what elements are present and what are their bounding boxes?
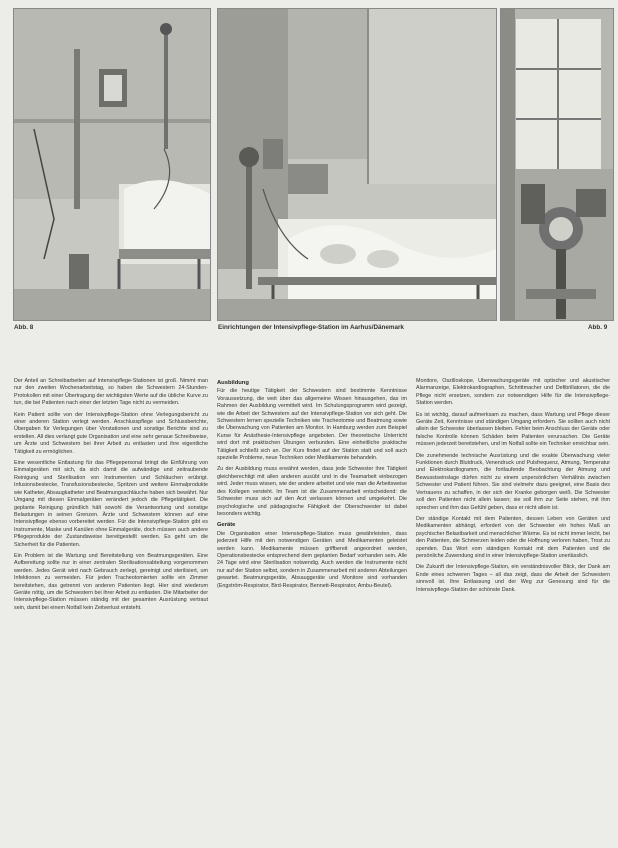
photo-middle-ward <box>217 8 497 321</box>
text-column-2 <box>217 378 407 838</box>
col2-heading-geraete: Geräte <box>217 522 236 529</box>
col3-paragraph-4: Der ständige Kontakt mit dem Patienten, dessen Leben von Geräten und Medikamenten abhängt, erfordert von der Schwester ein hohes Maß an psychischer Belastbarkeit und menschlicher Wärme. Es ist nicht immer leicht, bei den Patienten, die Schmerzen leiden oder die Hoffnung verloren haben, Trost zu spenden. Das Wort vom ständigen Kontakt mit dem Patienten und die persönliche Zuwendung sind in einer Intensivpflege-Station unerlässlich. <box>416 515 610 559</box>
photo-middle-image <box>218 9 496 320</box>
col3-paragraph-1: Monitore, Oszilloskope, Überwachungsgeräte mit optischer und akustischer Alarmanzeige, Elektrokardiographen, Schrittmacher und Defibrillatoren, die die Pflege nicht ersetzen, sondern zur notwendigen Hilfe für die Intensivpflege-Station werden. <box>416 378 610 407</box>
text-column-1 <box>14 378 208 838</box>
col3-paragraph-2: Es ist wichtig, darauf aufmerksam zu machen, dass Wartung und Pflege dieser Geräte Zeit, Kenntnisse und ständigen Umgang erfordern. Sie sollten auch nicht allein der Schwester überlassen bleiben. Fehler beim Anschluss der Geräte oder falsche Kontrolle können Schäden beim Patienten verursachen. Die Geräte müssen jederzeit bereitstehen, und im Notfall sollte ein Techniker erreichbar sein. <box>416 411 610 448</box>
photo-left-image <box>14 9 210 320</box>
photo-right-window <box>500 8 614 321</box>
col2-heading-ausbildung: Ausbildung <box>217 380 249 386</box>
col1-paragraph-2: Kein Patient sollte von der Intensivpflege-Station ohne Verlegungsbericht zu einer anderen Station verlegt werden. Anschlusspflege und Schlussberichte, Übergaben für Verlegungen über Vorstationen und sonstige Berichte sind zu erstellen. All dies verlangt gute Organisation und eine sehr genaue Schreibweise, um Ärzte und Schwestern bei ihrer Arbeit zu entlasten und ihre eigentliche Tätigkeit zu ermöglichen. <box>14 411 208 455</box>
caption-left: Abb. 8 <box>14 324 34 331</box>
col3-paragraph-3: Die zunehmende technische Ausrüstung und die exakte Überwachung vieler Funktionen durch Blutdruck, Venendruck und Pulsfrequenz, Atmung, Temperatur und Elektrokardiogramm, die fortlaufende Beobachtung der Atmung und Bewusstseinslage dürfen nicht zu einem unpersönlichen Verhältnis zwischen Schwester und Patient führen. Sie sind vielmehr dazu geeignet, eine Basis des Vertrauens zu schaffen, in der sich der Kranke geborgen weiß. Die Schwester soll den Patienten nicht allein lassen; sie soll ihm zur Seite stehen, mit ihm sprechen und ihm das Gefühl geben, dass er nicht allein ist. <box>416 452 610 511</box>
caption-right: Abb. 9 <box>588 324 608 331</box>
col2-paragraph-1: Für die heutige Tätigkeit der Schwestern sind bestimmte Kenntnisse Voraussetzung, die weit über das allgemeine Wissen hinausgehen, das im Rahmen der Ausbildung vermittelt wird. Im Schulungsprogramm wird gezeigt, wie die Arbeit der Schwestern auf der Intensivpflege-Station vor sich geht. Die Schwestern lernen spezielle Techniken wie Tracheotomie und Beatmung sowie die Überwachung von Patienten am Monitor. In Hamburg werden zum Beispiel Kurse für Anästhesie-Intensivpflege angeboten. Der theoretische Unterricht wird dort mit praktischen Übungen verbunden. Eine einheitliche praktische Tätigkeit schließt sich an. Der Kurs findet auf der Station statt und soll auch spezielle Probleme, neue Techniken oder Medikamente behandeln. <box>217 388 407 462</box>
col2-paragraph-2: Zu der Ausbildung muss erwähnt werden, dass jede Schwester ihre Tätigkeit gleichberechtigt mit allen anderen ausübt und in die Teamarbeit einbezogen wird. Jeder muss wissen, wie der andere arbeitet und wie man die Arbeitsweise des Kollegen versteht. Im Team ist die Zusammenarbeit entscheidend: die Schwester muss sich auf den Arzt verlassen können und umgekehrt. Die psychologische und pädagogische Fähigkeit der Oberschwester ist dabei besonders wichtig. <box>217 466 407 517</box>
col1-paragraph-3: Eine wesentliche Entlastung für das Pflegepersonal bringt die Einführung von Einmalgeräten mit sich, da sich damit die aufwändige und zeitraubende Reinigung und Sterilisation von Instrumenten und Schläuchen erübrigt. Infusionsbestecke, Transfusionsbestecke, Spritzen und weitere Einmalprodukte wie Katheter, Absaugkatheter und Beatmungsschläuche haben sich bewährt. Nur Umgang mit diesen Einmalgeräten verändert jedoch die Pflegetätigkeit. Die geplante Reinigung gründlich hält sowohl die Verantwortung und sonstige Belastungen in seinen Grenzen. Ärzte und Schwestern können auf eine Intensivpflege ebenso vorbereitet werden. Für die Intensivpflege-Station gibt es Instrumente, Maske und Kanülen ohne Einmalgeräte, doch müssen auch andere Pflegeprodukte der Zustandsweise bereitgestellt werden. Es geht um die Sicherheit für die Patienten. <box>14 460 208 548</box>
photo-left-bed <box>13 8 211 321</box>
col2-paragraph-3: Die Organisation einer Intensivpflege-Station muss gewährleisten, dass jederzeit Hilfe mit den notwendigen Geräten und Medikamenten geleistet werden kann. Medikamente müssen griffbereit angeordnet werden, Operationsbestecke entsprechend dem geplanten Bedarf vorhanden sein. Alle 24 Tage wird eine Sterilisation notwendig. Auch werden die Instrumente nicht nur auf der Station selbst, sondern in Zusammenarbeit mit anderen Abteilungen gewartet. Beatmungsgeräte, Absauggeräte und Monitore sind vorhanden (Engström-Respirator, Bird-Respirator, Bennett-Respirator, Ambu-Beutel). <box>217 530 407 589</box>
text-column-3 <box>416 378 610 838</box>
col1-paragraph-4: Ein Problem ist die Wartung und Bereitstellung von Beatmungsgeräten. Eine Aufbereitung sollte nur in einer zentralen Sterilisationsabteilung vorgenommen werden. Jedes Gerät wird nach Gebrauch zerlegt, gereinigt und sterilisiert, um Infektionen zu vermeiden. Für jeden Tracheotomierten sollte ein Zimmer bereitstehen, das getrennt von anderen Patienten liegt. Hier sind wiederum Geräte nötig, um die Schwestern bei ihrer Arbeit zu entlasten. Die Mitarbeiter der Intensivpflege-Station müssen ständig mit der gesamten Ausrüstung vertraut sein, damit bei einem Notfall kein Zeitverlust entsteht. <box>14 552 208 611</box>
col1-paragraph-1: Der Anteil an Schreibarbeiten auf Intensivpflege-Stationen ist groß. Nimmt man nur den zweiten Wochenarbeitstag, so haben die Schwestern 24-Stunden-Protokollen mit einer Übertragung der wichtigsten Werte auf die übliche Kurve zu tun, die bei Patienten nach einer der letzten Tage nicht zu vermeiden. <box>14 378 208 407</box>
caption-middle: Einrichtungen der Intensivpflege-Station im Aarhus/Dänemark <box>218 324 404 331</box>
photo-right-image <box>501 9 613 320</box>
col3-paragraph-5: Die Zukunft der Intensivpflege-Station, ein verständnisvoller Blick, der Dank am Ende eines schweren Tages – all das zeigt, dass die Arbeit der Schwestern sinnvoll ist. Ihre Entlassung und der Weg zur Genesung sind für die Intensivpflege-Station der schönste Dank. <box>416 564 610 593</box>
